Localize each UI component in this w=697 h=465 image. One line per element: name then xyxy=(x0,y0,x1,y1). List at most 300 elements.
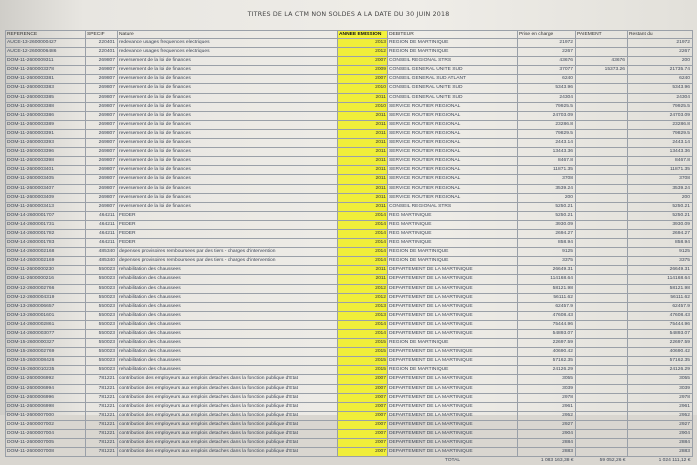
cell-restant: 2883 xyxy=(628,448,693,457)
table-row xyxy=(6,420,693,429)
cell-paiement xyxy=(576,239,628,248)
cell-nature: contribution des employeurs aux emplois detaches dans la fonction publique d'Etat xyxy=(118,384,338,393)
cell-restant: 79925.5 xyxy=(628,102,693,111)
cell-annee: 2007 xyxy=(338,402,388,411)
cell-specif: 269807 xyxy=(86,84,118,93)
cell-paiement xyxy=(576,293,628,302)
cell-annee: 2010 xyxy=(338,84,388,93)
cell-reference: DOM-11-2600007002 xyxy=(6,420,86,429)
cell-prise: 3375 xyxy=(518,257,576,266)
cell-debiteur: CONSEIL GENERAL UNITE SUD xyxy=(388,84,518,93)
cell-paiement xyxy=(576,211,628,220)
cell-specif: 781221 xyxy=(86,448,118,457)
cell-nature: contribution des employeurs aux emplois detaches dans la fonction publique d'Etat xyxy=(118,375,338,384)
cell-nature: reversement de la loi de finances xyxy=(118,184,338,193)
cell-nature: redevance usages frequences electriques xyxy=(118,39,338,48)
cell-annee: 2012 xyxy=(338,48,388,57)
cell-specif: 781221 xyxy=(86,402,118,411)
cell-reference: AUCE-13-2600000427 xyxy=(6,39,86,48)
cell-debiteur: SERVICE ROUTIER REGIONAL xyxy=(388,148,518,157)
cell-specif: 269807 xyxy=(86,175,118,184)
cell-reference: DOM-14-2600002861 xyxy=(6,320,86,329)
header-reference: REFERENCE xyxy=(6,31,86,39)
header-specif: SPECIF xyxy=(86,31,118,39)
cell-debiteur: REGION DE MARTINIQUE xyxy=(388,39,518,48)
table-row xyxy=(6,375,693,384)
cell-debiteur: DEPARTEMENT DE LA MARTINIQUE xyxy=(388,302,518,311)
table-row xyxy=(6,411,693,420)
cell-prise: 200 xyxy=(518,193,576,202)
cell-nature: rehabilitation des chaussees xyxy=(118,320,338,329)
cell-prise: 2961 xyxy=(518,402,576,411)
cell-restant: 26649.31 xyxy=(628,266,693,275)
cell-reference: DOM-11-2600007008 xyxy=(6,448,86,457)
cell-nature: contribution des employeurs aux emplois detaches dans la fonction publique d'Etat xyxy=(118,402,338,411)
cell-reference: DOM-11-2600003401 xyxy=(6,166,86,175)
cell-nature: reversement de la loi de finances xyxy=(118,93,338,102)
table-row xyxy=(6,93,693,102)
cell-debiteur: REGION DE MARTINIQUE xyxy=(388,48,518,57)
cell-specif: 269807 xyxy=(86,148,118,157)
table-row xyxy=(6,229,693,238)
cell-annee: 2014 xyxy=(338,330,388,339)
cell-prise: 3039 xyxy=(518,384,576,393)
cell-paiement xyxy=(576,120,628,129)
cell-debiteur: REGION DE MARTINIQUE xyxy=(388,248,518,257)
cell-debiteur: SERVICE ROUTIER REGIONAL xyxy=(388,175,518,184)
cell-nature: rehabilitation des chaussees xyxy=(118,293,338,302)
cell-annee: 2009 xyxy=(338,66,388,75)
cell-nature: contribution des employeurs aux emplois detaches dans la fonction publique d'Etat xyxy=(118,430,338,439)
cell-nature: rehabilitation des chaussees xyxy=(118,266,338,275)
cell-paiement xyxy=(576,302,628,311)
cell-debiteur: CONSEIL GENERAL SUD ATLANT xyxy=(388,75,518,84)
table-row xyxy=(6,175,693,184)
cell-restant: 114168.64 xyxy=(628,275,693,284)
cell-annee: 2011 xyxy=(338,157,388,166)
cell-annee: 2013 xyxy=(338,302,388,311)
cell-prise: 2927 xyxy=(518,420,576,429)
cell-reference: DOM-11-2600003378 xyxy=(6,66,86,75)
cell-restant: 21735.74 xyxy=(628,66,693,75)
cell-specif: 464211 xyxy=(86,229,118,238)
table-row xyxy=(6,257,693,266)
cell-restant: 2961 xyxy=(628,402,693,411)
table-row xyxy=(6,184,693,193)
cell-reference: DOM-14-2600002168 xyxy=(6,248,86,257)
cell-restant: 2443.14 xyxy=(628,139,693,148)
cell-reference: DOM-11-2600003381 xyxy=(6,75,86,84)
cell-annee: 2014 xyxy=(338,229,388,238)
cell-prise: 79829.5 xyxy=(518,129,576,138)
cell-paiement xyxy=(576,48,628,57)
cell-restant: 58121.98 xyxy=(628,284,693,293)
cell-annee: 2011 xyxy=(338,202,388,211)
cell-restant: 21972 xyxy=(628,39,693,48)
cell-specif: 269807 xyxy=(86,129,118,138)
cell-restant: 24126.29 xyxy=(628,366,693,375)
cell-specif: 464211 xyxy=(86,220,118,229)
table-row xyxy=(6,129,693,138)
cell-specif: 550023 xyxy=(86,357,118,366)
cell-annee: 2011 xyxy=(338,175,388,184)
cell-prise: 79925.5 xyxy=(518,102,576,111)
cell-annee: 2007 xyxy=(338,420,388,429)
cell-restant: 8467.8 xyxy=(628,157,693,166)
cell-prise: 24703.09 xyxy=(518,111,576,120)
table-row xyxy=(6,275,693,284)
cell-annee: 2011 xyxy=(338,111,388,120)
cell-nature: reversement de la loi de finances xyxy=(118,111,338,120)
cell-nature: contribution des employeurs aux emplois detaches dans la fonction publique d'Etat xyxy=(118,439,338,448)
cell-annee: 2007 xyxy=(338,393,388,402)
cell-reference: AUCE-12-2600006486 xyxy=(6,48,86,57)
cell-paiement: 15373.26 xyxy=(576,66,628,75)
table-row xyxy=(6,211,693,220)
cell-annee: 2011 xyxy=(338,148,388,157)
cell-annee: 2011 xyxy=(338,275,388,284)
cell-nature: reversement de la loi de finances xyxy=(118,102,338,111)
cell-specif: 269807 xyxy=(86,66,118,75)
cell-paiement xyxy=(576,184,628,193)
cell-annee: 2007 xyxy=(338,430,388,439)
cell-specif: 269807 xyxy=(86,157,118,166)
table-row xyxy=(6,339,693,348)
cell-paiement xyxy=(576,129,628,138)
cell-nature: rehabilitation des chaussees xyxy=(118,339,338,348)
cell-restant: 3539.24 xyxy=(628,184,693,193)
table-row xyxy=(6,320,693,329)
cell-paiement xyxy=(576,275,628,284)
cell-debiteur: SERVICE ROUTIER REGIONAL xyxy=(388,157,518,166)
table-row xyxy=(6,102,693,111)
cell-paiement xyxy=(576,75,628,84)
cell-restant: 2884 xyxy=(628,439,693,448)
cell-reference: DOM-11-2600007004 xyxy=(6,430,86,439)
table-row xyxy=(6,448,693,457)
cell-debiteur: DEPARTEMENT DE LA MARTINIQUE xyxy=(388,375,518,384)
cell-specif: 269807 xyxy=(86,75,118,84)
cell-reference: DOM-14-2600001783 xyxy=(6,239,86,248)
table-row xyxy=(6,39,693,48)
cell-prise: 5250.21 xyxy=(518,202,576,211)
cell-specif: 550023 xyxy=(86,320,118,329)
cell-reference: DOM-14-2600001707 xyxy=(6,211,86,220)
cell-specif: 550023 xyxy=(86,339,118,348)
cell-reference: DOM-12-2600004319 xyxy=(6,293,86,302)
cell-prise: 58121.98 xyxy=(518,284,576,293)
cell-reference: DOM-11-2600009311 xyxy=(6,57,86,66)
cell-debiteur: DEPARTEMENT DE LA MARTINIQUE xyxy=(388,393,518,402)
cell-paiement xyxy=(576,193,628,202)
cell-specif: 269807 xyxy=(86,57,118,66)
cell-debiteur: REGION DE MARTINIQUE xyxy=(388,339,518,348)
cell-prise: 3539.24 xyxy=(518,184,576,193)
cell-nature: contribution des employeurs aux emplois detaches dans la fonction publique d'Etat xyxy=(118,420,338,429)
cell-restant: 200 xyxy=(628,193,693,202)
cell-paiement xyxy=(576,220,628,229)
cell-nature: reversement de la loi de finances xyxy=(118,75,338,84)
cell-paiement xyxy=(576,284,628,293)
cell-restant: 79829.5 xyxy=(628,129,693,138)
cell-restant: 5343.96 xyxy=(628,84,693,93)
cell-debiteur: DEPARTEMENT DE LA MARTINIQUE xyxy=(388,430,518,439)
cell-prise: 24126.29 xyxy=(518,366,576,375)
table-row xyxy=(6,393,693,402)
cell-reference: DOM-11-2600000230 xyxy=(6,266,86,275)
cell-nature: FEDER xyxy=(118,229,338,238)
cell-annee: 2010 xyxy=(338,102,388,111)
cell-paiement xyxy=(576,84,628,93)
cell-specif: 550023 xyxy=(86,311,118,320)
cell-annee: 2014 xyxy=(338,257,388,266)
cell-prise: 5343.96 xyxy=(518,84,576,93)
cell-annee: 2007 xyxy=(338,375,388,384)
table-row xyxy=(6,148,693,157)
cell-specif: 269807 xyxy=(86,120,118,129)
cell-reference: DOM-11-2600003405 xyxy=(6,175,86,184)
cell-specif: 269807 xyxy=(86,193,118,202)
cell-debiteur: DEPARTEMENT DE LA MARTINIQUE xyxy=(388,357,518,366)
cell-debiteur: DEPARTEMENT DE LA MARTINIQUE xyxy=(388,311,518,320)
cell-restant: 56111.62 xyxy=(628,293,693,302)
cell-annee: 2007 xyxy=(338,439,388,448)
cell-annee: 2011 xyxy=(338,120,388,129)
cell-restant: 24304 xyxy=(628,93,693,102)
cell-nature: reversement de la loi de finances xyxy=(118,193,338,202)
cell-specif: 269807 xyxy=(86,111,118,120)
cell-prise: 26649.31 xyxy=(518,266,576,275)
table-row xyxy=(6,348,693,357)
cell-annee: 2013 xyxy=(338,39,388,48)
cell-restant: 2694.27 xyxy=(628,229,693,238)
cell-annee: 2011 xyxy=(338,129,388,138)
total-paiement: 59 052,26 € xyxy=(576,457,628,465)
cell-nature: redevance usages frequences electriques xyxy=(118,48,338,57)
cell-prise: 114168.64 xyxy=(518,275,576,284)
cell-paiement xyxy=(576,266,628,275)
cell-debiteur: REG MARTINIQUE xyxy=(388,239,518,248)
cell-debiteur: CONSEIL REGIONAL STRS xyxy=(388,202,518,211)
cell-reference: DOM-11-2600003409 xyxy=(6,193,86,202)
cell-paiement xyxy=(576,357,628,366)
cell-annee: 2011 xyxy=(338,184,388,193)
cell-debiteur: SERVICE ROUTIER REGIONAL xyxy=(388,166,518,175)
cell-paiement xyxy=(576,393,628,402)
cell-restant: 3039 xyxy=(628,384,693,393)
cell-reference: DOM-14-2600002169 xyxy=(6,257,86,266)
cell-paiement xyxy=(576,330,628,339)
cell-specif: 220401 xyxy=(86,48,118,57)
cell-specif: 781221 xyxy=(86,384,118,393)
table-row xyxy=(6,293,693,302)
cell-annee: 2015 xyxy=(338,357,388,366)
cell-paiement xyxy=(576,39,628,48)
cell-paiement xyxy=(576,157,628,166)
table-row xyxy=(6,75,693,84)
cell-debiteur: REGION DE MARTINIQUE xyxy=(388,366,518,375)
cell-paiement xyxy=(576,411,628,420)
cell-specif: 269807 xyxy=(86,139,118,148)
table-row xyxy=(6,384,693,393)
total-label: TOTAL xyxy=(388,457,518,465)
table-row xyxy=(6,57,693,66)
cell-prise: 40690.42 xyxy=(518,348,576,357)
cell-nature: rehabilitation des chaussees xyxy=(118,330,338,339)
cell-specif: 269807 xyxy=(86,166,118,175)
cell-prise: 54893.07 xyxy=(518,330,576,339)
header-debiteur: DEBITEUR xyxy=(388,31,518,39)
cell-annee: 2014 xyxy=(338,320,388,329)
table-row xyxy=(6,439,693,448)
cell-prise: 62457.9 xyxy=(518,302,576,311)
cell-reference: DOM-11-2600003386 xyxy=(6,111,86,120)
cell-restant: 858.94 xyxy=(628,239,693,248)
cell-nature: rehabilitation des chaussees xyxy=(118,275,338,284)
table-row xyxy=(6,311,693,320)
cell-prise: 23286.8 xyxy=(518,120,576,129)
cell-nature: reversement de la loi de finances xyxy=(118,57,338,66)
cell-annee: 2012 xyxy=(338,293,388,302)
cell-specif: 550023 xyxy=(86,330,118,339)
cell-annee: 2011 xyxy=(338,93,388,102)
cell-restant: 75444.96 xyxy=(628,320,693,329)
cell-debiteur: CONSEIL GENERAL UNITE SUD xyxy=(388,66,518,75)
cell-paiement xyxy=(576,320,628,329)
table-row xyxy=(6,239,693,248)
cell-paiement xyxy=(576,384,628,393)
cell-nature: reversement de la loi de finances xyxy=(118,120,338,129)
cell-reference: DOM-11-2600007000 xyxy=(6,411,86,420)
cell-paiement xyxy=(576,348,628,357)
cell-reference: DOM-14-2600001731 xyxy=(6,220,86,229)
cell-reference: DOM-15-2600000327 xyxy=(6,339,86,348)
table-row xyxy=(6,284,693,293)
cell-reference: DOM-11-2600006994 xyxy=(6,384,86,393)
cell-paiement xyxy=(576,311,628,320)
cell-restant: 13443.36 xyxy=(628,148,693,157)
cell-restant: 2267 xyxy=(628,48,693,57)
cell-reference: DOM-15-2600002769 xyxy=(6,348,86,357)
cell-prise: 3930.09 xyxy=(518,220,576,229)
cell-prise: 56111.62 xyxy=(518,293,576,302)
table-row xyxy=(6,220,693,229)
cell-debiteur: DEPARTEMENT DE LA MARTINIQUE xyxy=(388,384,518,393)
cell-prise: 22697.59 xyxy=(518,339,576,348)
cell-nature: reversement de la loi de finances xyxy=(118,84,338,93)
cell-paiement xyxy=(576,430,628,439)
cell-annee: 2015 xyxy=(338,339,388,348)
cell-debiteur: REGION DE MARTINIQUE xyxy=(388,257,518,266)
cell-prise: 75444.96 xyxy=(518,320,576,329)
cell-specif: 550023 xyxy=(86,366,118,375)
cell-debiteur: DEPARTEMENT DE LA MARTINIQUE xyxy=(388,448,518,457)
cell-specif: 781221 xyxy=(86,439,118,448)
cell-prise: 37077 xyxy=(518,66,576,75)
cell-reference: DOM-11-2600006998 xyxy=(6,402,86,411)
cell-nature: rehabilitation des chaussees xyxy=(118,284,338,293)
cell-annee: 2011 xyxy=(338,166,388,175)
cell-debiteur: REG MARTINIQUE xyxy=(388,229,518,238)
cell-annee: 2007 xyxy=(338,411,388,420)
table-header-row xyxy=(6,31,693,39)
cell-paiement xyxy=(576,420,628,429)
cell-debiteur: DEPARTEMENT DE LA MARTINIQUE xyxy=(388,320,518,329)
cell-annee: 2007 xyxy=(338,448,388,457)
cell-prise: 2978 xyxy=(518,393,576,402)
header-annee-emission: ANNEE EMISSION xyxy=(338,31,388,39)
table-row xyxy=(6,202,693,211)
cell-restant: 2904 xyxy=(628,430,693,439)
cell-prise: 2443.14 xyxy=(518,139,576,148)
cell-annee: 2014 xyxy=(338,220,388,229)
cell-prise: 24304 xyxy=(518,93,576,102)
cell-prise: 2952 xyxy=(518,411,576,420)
cell-paiement xyxy=(576,102,628,111)
cell-debiteur: DEPARTEMENT DE LA MARTINIQUE xyxy=(388,275,518,284)
cell-paiement xyxy=(576,448,628,457)
cell-prise: 47608.43 xyxy=(518,311,576,320)
cell-debiteur: DEPARTEMENT DE LA MARTINIQUE xyxy=(388,293,518,302)
cell-debiteur: CONSEIL GENERAL UNITE SUD xyxy=(388,93,518,102)
cell-nature: depenses provisoires remboursees par des tiers - charges d'intervention xyxy=(118,257,338,266)
table-row xyxy=(6,430,693,439)
cell-debiteur: SERVICE ROUTIER REGIONAL xyxy=(388,129,518,138)
cell-paiement xyxy=(576,248,628,257)
cell-nature: depenses provisoires remboursees par des tiers - charges d'intervention xyxy=(118,248,338,257)
table-row xyxy=(6,402,693,411)
cell-debiteur: REG MARTINIQUE xyxy=(388,220,518,229)
cell-prise: 6240 xyxy=(518,75,576,84)
cell-restant: 3930.09 xyxy=(628,220,693,229)
cell-restant: 57162.35 xyxy=(628,357,693,366)
cell-nature: rehabilitation des chaussees xyxy=(118,311,338,320)
cell-nature: reversement de la loi de finances xyxy=(118,148,338,157)
cell-restant: 2952 xyxy=(628,411,693,420)
cell-prise: 3708 xyxy=(518,175,576,184)
cell-debiteur: DEPARTEMENT DE LA MARTINIQUE xyxy=(388,420,518,429)
cell-reference: DOM-11-2600003385 xyxy=(6,93,86,102)
cell-restant: 2927 xyxy=(628,420,693,429)
cell-paiement xyxy=(576,375,628,384)
cell-specif: 781221 xyxy=(86,375,118,384)
cell-prise: 57162.35 xyxy=(518,357,576,366)
total-row xyxy=(6,457,693,465)
cell-reference: DOM-11-2600003383 xyxy=(6,84,86,93)
table-row xyxy=(6,66,693,75)
cell-debiteur: SERVICE ROUTIER REGIONAL xyxy=(388,184,518,193)
cell-annee: 2007 xyxy=(338,75,388,84)
cell-prise: 5250.21 xyxy=(518,211,576,220)
cell-prise: 8467.8 xyxy=(518,157,576,166)
cell-restant: 3375 xyxy=(628,257,693,266)
header-prise-en-charge: Prise en charge xyxy=(518,31,576,39)
table-row xyxy=(6,48,693,57)
cell-specif: 781221 xyxy=(86,411,118,420)
cell-annee: 2011 xyxy=(338,139,388,148)
cell-restant: 54893.07 xyxy=(628,330,693,339)
cell-reference: DOM-11-2600000216 xyxy=(6,275,86,284)
cell-annee: 2014 xyxy=(338,239,388,248)
cell-debiteur: SERVICE ROUTIER REGIONAL xyxy=(388,120,518,129)
table-row xyxy=(6,330,693,339)
cell-paiement xyxy=(576,175,628,184)
table-row xyxy=(6,248,693,257)
table-row xyxy=(6,84,693,93)
cell-reference: DOM-13-2600001601 xyxy=(6,311,86,320)
cell-restant: 5250.21 xyxy=(628,211,693,220)
cell-reference: DOM-11-2600003413 xyxy=(6,202,86,211)
